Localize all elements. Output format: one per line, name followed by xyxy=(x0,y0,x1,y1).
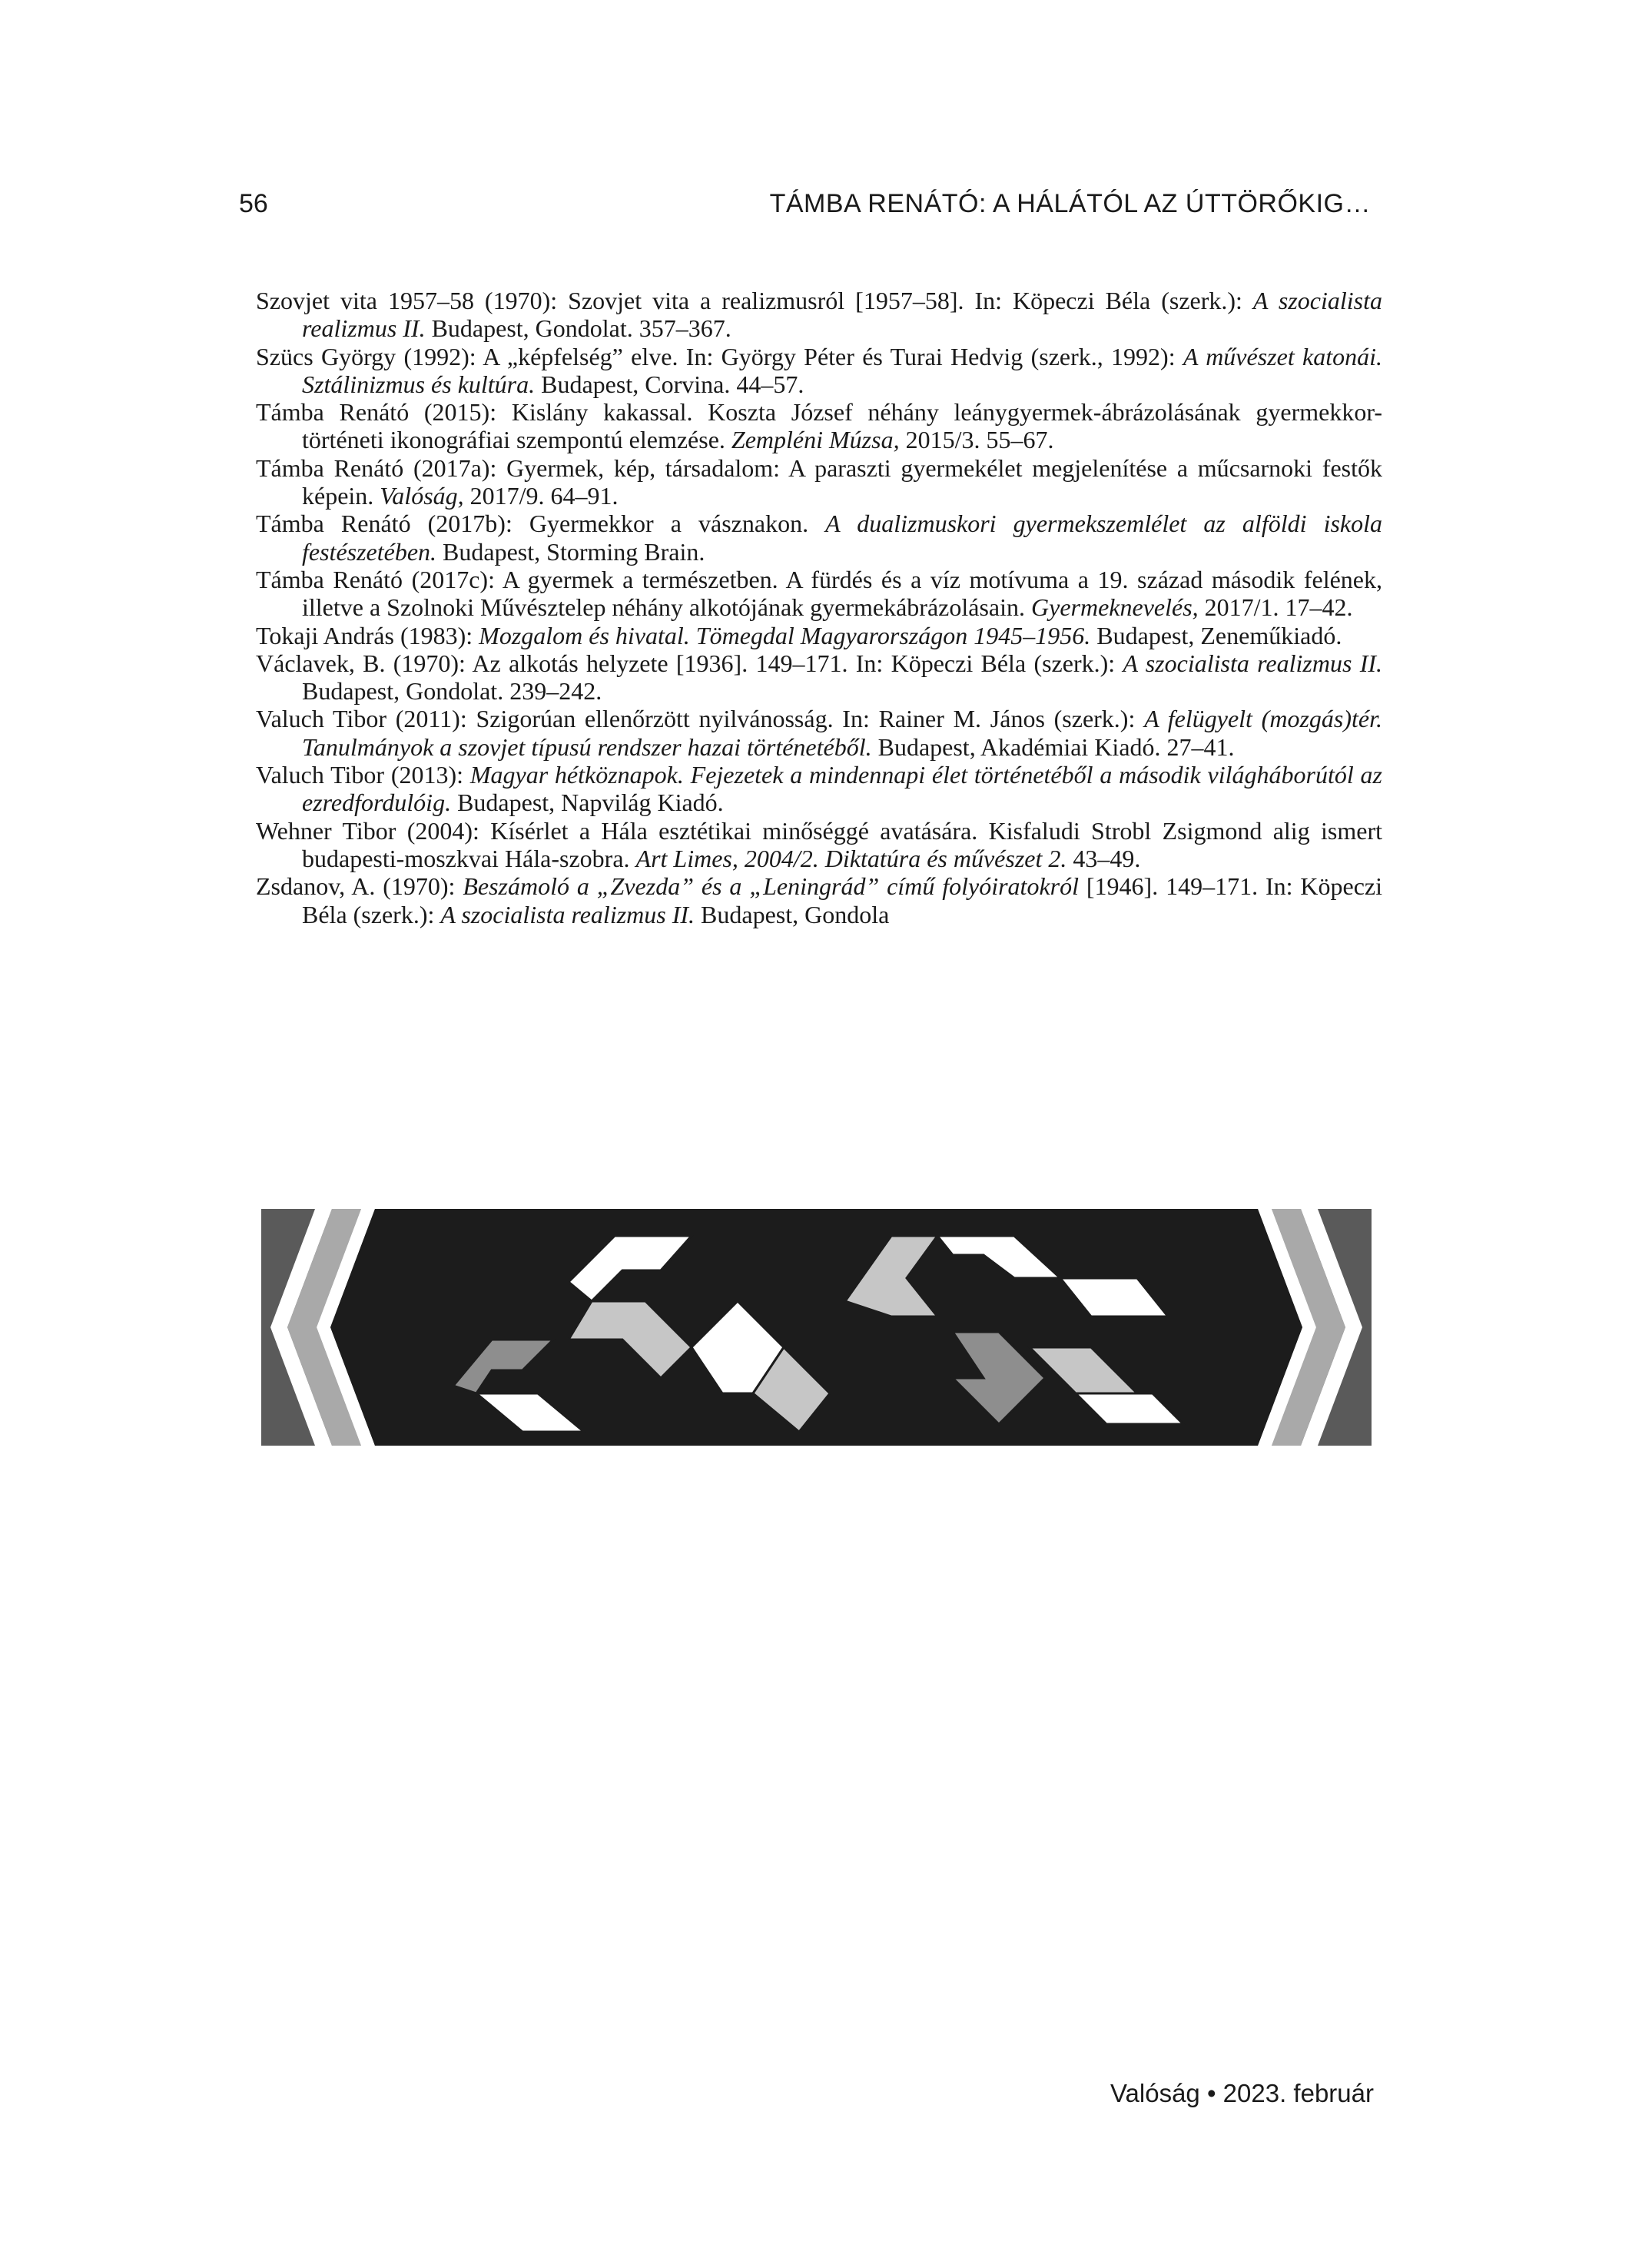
reference-text: Václavek, B. (1970): Az alkotás helyzete [1936]. 149–171. In: Köpeczi Béla (szerk.): xyxy=(256,649,1123,677)
reference-title: A szocialista realizmus II. xyxy=(440,900,695,928)
reference-text: Wehner Tibor (2004): Kísérlet a Hála esztétikai minőséggé avatására. Kisfaludi Strobl Zsigmond alig ismert budapesti-moszkvai Hála-szobra. xyxy=(256,816,1382,872)
reference-text: Támba Renátó (2017c): A gyermek a természetben. A fürdés és a víz motívuma a 19. század második felének, illetve a Szolnoki Művésztelep néhány alkotójának gyermekábrázolásain. xyxy=(256,565,1382,622)
reference-entry xyxy=(256,287,1382,343)
reference-text: Valuch Tibor (2011): Szigorúan ellenőrzött nyilvánosság. In: Rainer M. János (szerk.): xyxy=(256,705,1145,733)
running-title: TÁMBA RENÁTÓ: A HÁLÁTÓL AZ ÚTTÖRŐKIG… xyxy=(769,189,1371,218)
reference-entry xyxy=(256,705,1382,761)
reference-title: Valóság, xyxy=(380,482,464,510)
reference-text: Zsdanov, A. (1970): xyxy=(256,872,463,901)
reference-entry xyxy=(256,343,1382,399)
reference-title: Zempléni Múzsa, xyxy=(731,426,900,454)
reference-title: A művészet katonái. Sztálinizmus és kultúra. xyxy=(302,342,1383,398)
reference-entry xyxy=(256,454,1382,510)
reference-text: Tokaji András (1983): xyxy=(256,621,479,649)
decorative-ornament xyxy=(261,1209,1372,1446)
reference-text: Budapest, Napvilág Kiadó. xyxy=(451,789,724,817)
reference-text: Támba Renátó (2017a): Gyermek, kép, társadalom: A paraszti gyermekélet megjelenítése a műcsarnoki festők képein. xyxy=(256,453,1382,510)
reference-list xyxy=(256,287,1382,928)
reference-title: A felügyelt (mozgás)tér. Tanulmányok a szovjet típusú rendszer hazai történetéből. xyxy=(302,705,1383,761)
reference-entry xyxy=(256,649,1382,706)
reference-text: Valuch Tibor (2013): xyxy=(256,761,470,789)
reference-text: Szücs György (1992): A „képfelség” elve. In: György Péter és Turai Hedvig (szerk., 1992): xyxy=(256,342,1183,370)
reference-text: Budapest, Storming Brain. xyxy=(436,537,705,566)
reference-entry xyxy=(256,622,1382,649)
reference-text: 2017/9. 64–91. xyxy=(463,482,619,510)
reference-entry xyxy=(256,398,1382,454)
reference-text: [1946]. 149–171. In: Köpeczi Béla (szerk.): xyxy=(302,872,1383,928)
reference-text: Szovjet vita 1957–58 (1970): Szovjet vita a realizmusról [1957–58]. In: Köpeczi Béla (szerk.): xyxy=(256,287,1253,314)
reference-text: Budapest, Gondolat. 357–367. xyxy=(425,314,731,343)
reference-title: Gyermeknevelés, xyxy=(1031,593,1199,622)
reference-title: Mozgalom és hivatal. Tömegdal Magyarországon 1945–1956. xyxy=(479,621,1091,649)
page-number: 56 xyxy=(239,189,268,218)
reference-text: 2015/3. 55–67. xyxy=(899,426,1054,454)
reference-entry xyxy=(256,510,1382,566)
reference-title: Magyar hétköznapok. Fejezetek a mindennapi élet történetéből a második világháborútól az ezredfordulóig. xyxy=(302,761,1383,817)
reference-title: A szocialista realizmus II. xyxy=(1123,649,1383,677)
reference-text: Budapest, Gondolat. 239–242. xyxy=(302,677,602,706)
footer-text: Valóság • 2023. február xyxy=(1110,2079,1374,2107)
reference-text: Budapest, Gondola xyxy=(695,900,890,928)
reference-text: 2017/1. 17–42. xyxy=(1198,593,1353,622)
reference-text: Támba Renátó (2015): Kislány kakassal. Koszta József néhány leánygyermek-ábrázolásának gyermekkor-történeti ikonográfiai szempontú elemzése. xyxy=(256,398,1382,454)
reference-title: Beszámoló a „Zvezda” és a „Leningrád” című folyóiratokról xyxy=(463,872,1079,901)
reference-text: Budapest, Akadémiai Kiadó. 27–41. xyxy=(871,732,1235,761)
reference-title: A szocialista realizmus II. xyxy=(302,287,1383,343)
reference-text: Budapest, Corvina. 44–57. xyxy=(535,370,804,398)
reference-text: 43–49. xyxy=(1066,844,1141,872)
reference-entry xyxy=(256,761,1382,817)
reference-title: Art Limes, 2004/2. Diktatúra és művészet 2. xyxy=(635,844,1067,872)
reference-entry xyxy=(256,566,1382,622)
reference-entry xyxy=(256,817,1382,873)
reference-text: Budapest, Zeneműkiadó. xyxy=(1090,621,1342,649)
reference-title: A dualizmuskori gyermekszemlélet az alföldi iskola festészetében. xyxy=(302,510,1383,566)
reference-text: Támba Renátó (2017b): Gyermekkor a vásznakon. xyxy=(256,510,826,538)
reference-entry xyxy=(256,872,1382,928)
